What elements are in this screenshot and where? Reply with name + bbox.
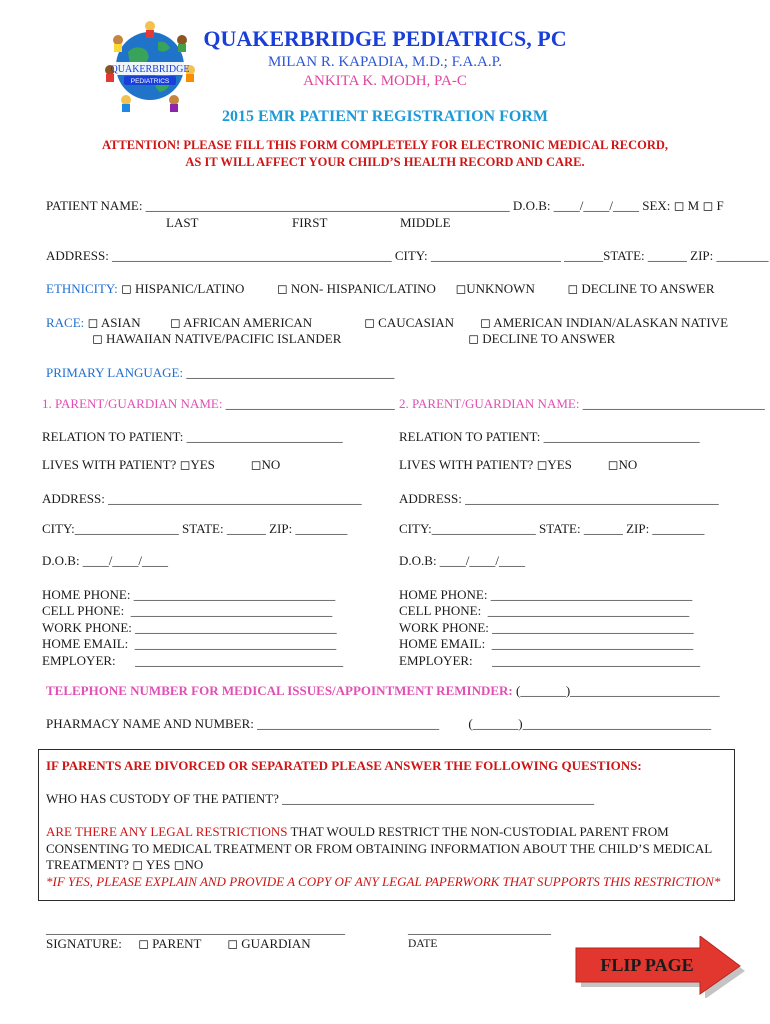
guardian1-relation-field[interactable]: RELATION TO PATIENT: ________________________ <box>42 429 343 444</box>
telephone-field[interactable]: (_______)_______________________ <box>512 683 720 698</box>
patient-name-field[interactable]: PATIENT NAME: ________________________________________________________ D.O.B: ____/____/____ SEX: ◻ M ◻ F <box>46 198 724 213</box>
guardian1-employer[interactable]: EMPLOYER: ________________________________ <box>42 653 344 668</box>
custody-heading: IF PARENTS ARE DIVORCED OR SEPARATED PLEASE ANSWER THE FOLLOWING QUESTIONS: <box>46 758 642 773</box>
doctor-name-1: MILAN R. KAPADIA, M.D.; F.A.A.P. <box>267 54 503 70</box>
restrictions-explain-note: *IF YES, PLEASE EXPLAIN AND PROVIDE A COPY OF ANY LEGAL PAPERWORK THAT SUPPORTS THIS RESTRICTION* <box>46 874 721 889</box>
flip-page-button[interactable]: FLIP PAGE <box>600 955 694 975</box>
guardian2-dob-field[interactable]: D.O.B: ____/____/____ <box>399 553 526 568</box>
guardian1-heading: 1. PARENT/GUARDIAN NAME: <box>42 396 223 411</box>
guardian1-dob-field[interactable]: D.O.B: ____/____/____ <box>42 553 169 568</box>
restrictions-text: THAT WOULD RESTRICT THE NON-CUSTODIAL PARENT FROM <box>287 824 669 839</box>
middle-name-caption: MIDDLE <box>400 215 451 230</box>
signature-line[interactable]: ______________________________________________ <box>46 921 345 936</box>
guardian2-cell-phone[interactable]: CELL PHONE: _______________________________ <box>399 603 690 618</box>
guardian2-home-phone[interactable]: HOME PHONE: _______________________________ <box>399 587 693 602</box>
guardian2-lives-with[interactable]: LIVES WITH PATIENT? ◻YES ◻NO <box>399 457 638 472</box>
guardian2-heading: 2. PARENT/GUARDIAN NAME: <box>399 396 580 411</box>
race-row[interactable] <box>46 315 728 331</box>
restrictions-line-1 <box>46 824 669 840</box>
logo-text-top: QUAKERBRIDGE <box>110 64 190 75</box>
guardian2-city-state-zip[interactable]: CITY:________________ STATE: ______ ZIP: ________ <box>399 521 705 536</box>
primary-language-label: PRIMARY LANGUAGE: <box>46 365 184 380</box>
guardian2-address-field[interactable]: ADDRESS: _______________________________________ <box>399 491 719 506</box>
last-name-caption: LAST <box>166 215 199 230</box>
date-line[interactable]: ______________________ <box>408 921 551 936</box>
guardian1-address-field[interactable]: ADDRESS: _______________________________________ <box>42 491 362 506</box>
restrictions-highlight: ARE THERE ANY LEGAL RESTRICTIONS <box>46 824 288 839</box>
restrictions-line-2: CONSENTING TO MEDICAL TREATMENT OR FROM OBTAINING INFORMATION ABOUT THE CHILD’S MEDICAL <box>46 841 713 856</box>
custody-field[interactable]: WHO HAS CUSTODY OF THE PATIENT? ________________________________________________ <box>46 791 595 806</box>
primary-language-field[interactable]: ________________________________ <box>186 365 395 380</box>
race-options-1[interactable]: ◻ ASIAN ◻ AFRICAN AMERICAN ◻ CAUCASIAN ◻ AMERICAN INDIAN/ALASKAN NATIVE <box>87 315 729 330</box>
guardian1-name-field[interactable]: __________________________ <box>222 396 395 411</box>
signature-label[interactable]: SIGNATURE: ◻ PARENT ◻ GUARDIAN <box>46 936 311 951</box>
telephone-label: TELEPHONE NUMBER FOR MEDICAL ISSUES/APPOINTMENT REMINDER: <box>46 683 513 698</box>
race-options-2[interactable]: ◻ HAWAIIAN NATIVE/PACIFIC ISLANDER ◻ DECLINE TO ANSWER <box>92 331 616 346</box>
guardian2-name-field[interactable]: ____________________________ <box>579 396 765 411</box>
primary-language-row[interactable] <box>46 365 394 381</box>
guardian2-work-phone[interactable]: WORK PHONE: _______________________________ <box>399 620 694 635</box>
guardian1-city-state-zip[interactable]: CITY:________________ STATE: ______ ZIP: ________ <box>42 521 348 536</box>
guardian1-work-phone[interactable]: WORK PHONE: _______________________________ <box>42 620 337 635</box>
guardian2-name-row[interactable] <box>399 396 765 412</box>
logo-text-bottom: PEDIATRICS <box>130 78 170 85</box>
guardian1-name-row[interactable] <box>42 396 395 412</box>
doctor-name-2: ANKITA K. MODH, PA-C <box>303 73 467 89</box>
patient-address-field[interactable]: ADDRESS: ___________________________________________ CITY: ____________________ ______STATE: ______ ZIP: ________ <box>46 248 769 263</box>
first-name-caption: FIRST <box>292 215 328 230</box>
guardian2-employer[interactable]: EMPLOYER: ________________________________ <box>399 653 701 668</box>
telephone-row[interactable] <box>46 683 720 699</box>
race-label: RACE: <box>46 315 85 330</box>
guardian2-home-email[interactable]: HOME EMAIL: _______________________________ <box>399 636 694 651</box>
guardian1-lives-with[interactable]: LIVES WITH PATIENT? ◻YES ◻NO <box>42 457 281 472</box>
attention-line-1: ATTENTION! PLEASE FILL THIS FORM COMPLETELY FOR ELECTRONIC MEDICAL RECORD, <box>101 138 669 152</box>
form-title: 2015 EMR PATIENT REGISTRATION FORM <box>222 108 548 125</box>
pharmacy-field[interactable]: PHARMACY NAME AND NUMBER: ____________________________ (_______)_____________________________ <box>46 716 712 731</box>
attention-line-2: AS IT WILL AFFECT YOUR CHILD’S HEALTH RECORD AND CARE. <box>185 155 585 169</box>
guardian1-cell-phone[interactable]: CELL PHONE: _______________________________ <box>42 603 333 618</box>
ethnicity-row[interactable] <box>46 281 715 297</box>
ethnicity-options[interactable]: ◻ HISPANIC/LATINO ◻ NON- HISPANIC/LATINO ◻UNKNOWN ◻ DECLINE TO ANSWER <box>121 281 715 296</box>
ethnicity-label: ETHNICITY: <box>46 281 118 296</box>
date-label: DATE <box>408 938 438 950</box>
guardian1-home-email[interactable]: HOME EMAIL: _______________________________ <box>42 636 337 651</box>
guardian1-home-phone[interactable]: HOME PHONE: _______________________________ <box>42 587 336 602</box>
restrictions-yes-no[interactable]: TREATMENT? ◻ YES ◻NO <box>46 857 204 872</box>
page-title: QUAKERBRIDGE PEDIATRICS, PC <box>203 26 567 51</box>
guardian2-relation-field[interactable]: RELATION TO PATIENT: ________________________ <box>399 429 700 444</box>
